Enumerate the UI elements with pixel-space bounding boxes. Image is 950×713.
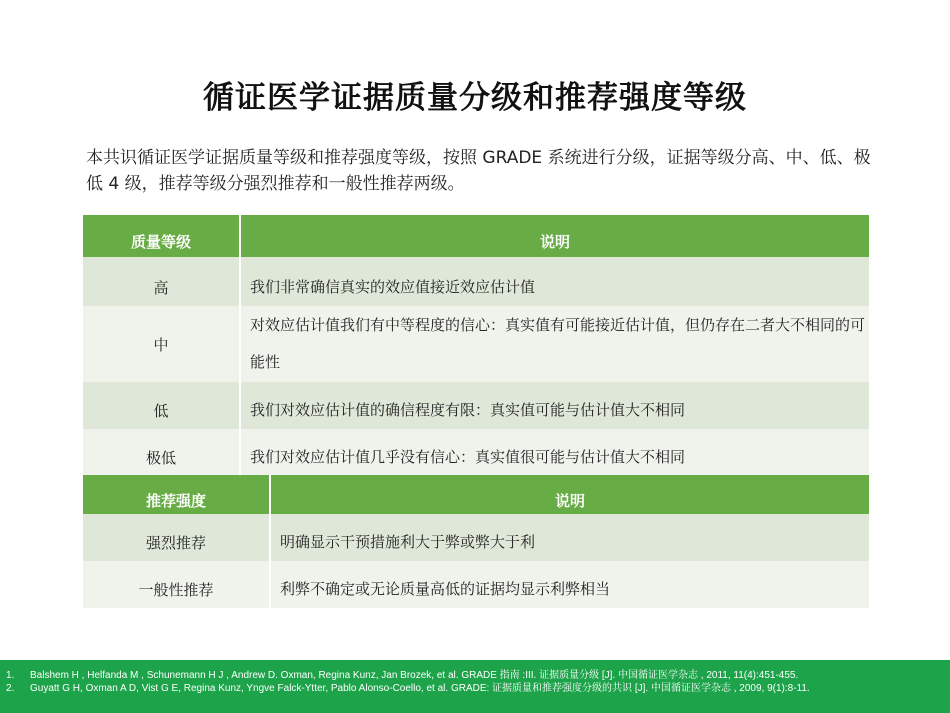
table-row <box>83 514 869 561</box>
table-header-row <box>83 215 869 257</box>
desc-cell: 我们对效应估计值几乎没有信心：真实值很可能与估计值大不相同 <box>240 429 869 476</box>
table-row <box>83 382 869 429</box>
reference-number: 2. <box>6 683 15 694</box>
reference-text: Guyatt G H, Oxman A D, Vist G E, Regina Kunz, Yngve Falck-Ytter, Pablo Alonso-Coello, et al. GRADE: 证据质量和推荐强度分级的共识 [J]. 中国循证医学杂志 , 2009, 9(1):8-11. <box>30 683 810 694</box>
desc-cell: 利弊不确定或无论质量高低的证据均显示利弊相当 <box>270 561 869 608</box>
strength-cell: 一般性推荐 <box>83 561 270 608</box>
column-header-grade: 质量等级 <box>83 215 240 257</box>
references-footer <box>0 660 950 713</box>
page-title: 循证医学证据质量分级和推荐强度等级 <box>203 80 747 116</box>
column-header-desc: 说明 <box>270 475 869 514</box>
table-row <box>83 561 869 608</box>
intro-paragraph: 本共识循证医学证据质量等级和推荐强度等级，按照 GRADE 系统进行分级，证据等级分高、中、低、极低 4 级，推荐等级分强烈推荐和一般性推荐两级。 <box>86 148 871 194</box>
grade-cell: 极低 <box>83 429 240 476</box>
desc-cell: 对效应估计值我们有中等程度的信心：真实值有可能接近估计值，但仍存在二者大不相同的可能性 <box>240 306 869 382</box>
recommendation-strength-table <box>83 475 869 608</box>
reference-list <box>6 670 866 696</box>
desc-cell: 我们对效应估计值的确信程度有限：真实值可能与估计值大不相同 <box>240 382 869 429</box>
grade-cell: 中 <box>83 306 240 382</box>
table-row <box>83 257 869 306</box>
desc-cell: 我们非常确信真实的效应值接近效应估计值 <box>240 257 869 306</box>
table-header-row <box>83 475 869 514</box>
column-header-strength: 推荐强度 <box>83 475 270 514</box>
reference-text: Balshem H , Helfanda M , Schunemann H J , Andrew D. Oxman, Regina Kunz, Jan Brozek, et al. GRADE 指南 :III. 证据质量分级 [J]. 中国循证医学杂志 , 2011, 11(4):451-455. <box>30 670 799 681</box>
reference-number: 1. <box>6 670 15 681</box>
reference-item <box>6 683 866 695</box>
grade-cell: 低 <box>83 382 240 429</box>
quality-grade-table <box>83 215 869 476</box>
table-row <box>83 306 869 382</box>
column-header-desc: 说明 <box>240 215 869 257</box>
desc-cell: 明确显示干预措施利大于弊或弊大于利 <box>270 514 869 561</box>
reference-item <box>6 670 866 682</box>
table-row <box>83 429 869 476</box>
grade-cell: 高 <box>83 257 240 306</box>
strength-cell: 强烈推荐 <box>83 514 270 561</box>
